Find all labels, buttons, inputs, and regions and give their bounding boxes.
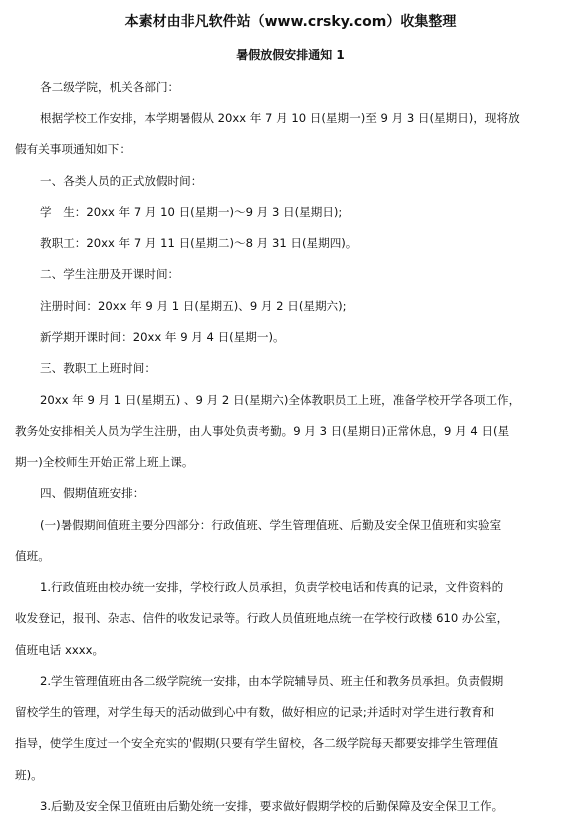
body-line: 值班。 — [15, 549, 50, 563]
section-heading: 三、教职工上班时间： — [40, 361, 156, 375]
document-title: 暑假放假安排通知 1 — [236, 48, 345, 62]
section-heading: 四、假期值班安排： — [40, 486, 145, 500]
body-line: 新学期开课时间：20xx 年 9 月 4 日(星期一)。 — [40, 330, 285, 344]
body-line: 3.后勤及安全保卫值班由后勤处统一安排，要求做好假期学校的后勤保障及安全保卫工作。 — [40, 799, 504, 813]
body-line: 班)。 — [15, 768, 43, 782]
body-line: 留校学生的管理，对学生每天的活动做到心中有数，做好相应的记录;并适时对学生进行教育和 — [15, 705, 495, 719]
body-line: 收发登记，报刊、杂志、信件的收发记录等。行政人员值班地点统一在学校行政楼 610 办公室， — [15, 611, 509, 625]
body-line: 1.行政值班由校办统一安排，学校行政人员承担，负责学校电话和传真的记录，文件资料的 — [40, 580, 504, 594]
body-line: 教务处安排相关人员为学生注册，由人事处负责考勤。9 月 3 日(星期日)正常休息，9 月 4 日(星 — [15, 424, 510, 438]
body-line: 20xx 年 9 月 1 日(星期五) 、9 月 2 日(星期六)全体教职员工上班，准备学校开学各项工作， — [40, 393, 521, 407]
section-heading: 一、各类人员的正式放假时间： — [40, 174, 203, 188]
body-line: 期一)全校师生开始正常上班上课。 — [15, 455, 194, 469]
body-line: 假有关事项通知如下： — [15, 142, 131, 156]
page-header: 本素材由非凡软件站（www.crsky.com）收集整理 — [124, 14, 457, 30]
salutation: 各二级学院，机关各部门： — [40, 80, 180, 94]
body-line: 指导，使学生度过一个安全充实的'假期(只要有学生留校，各二级学院每天都要安排学生管理值 — [15, 736, 499, 750]
body-line: 学 生：20xx 年 7 月 10 日(星期一)～9 月 3 日(星期日); — [40, 205, 343, 219]
body-line: (一)暑假期间值班主要分四部分：行政值班、学生管理值班、后勤及安全保卫值班和实验室 — [40, 518, 502, 532]
body-line: 教职工：20xx 年 7 月 11 日(星期二)～8 月 31 日(星期四)。 — [40, 236, 358, 250]
body-line: 2.学生管理值班由各二级学院统一安排，由本学院辅导员、班主任和教务员承担。负责假期 — [40, 674, 504, 688]
body-line: 值班电话 xxxx。 — [15, 643, 105, 657]
section-heading: 二、学生注册及开课时间： — [40, 267, 180, 281]
body-line: 根据学校工作安排，本学期暑假从 20xx 年 7 月 10 日(星期一)至 9 月 3 日(星期日)，现将放 — [40, 111, 520, 125]
body-line: 注册时间：20xx 年 9 月 1 日(星期五)、9 月 2 日(星期六); — [40, 299, 347, 313]
